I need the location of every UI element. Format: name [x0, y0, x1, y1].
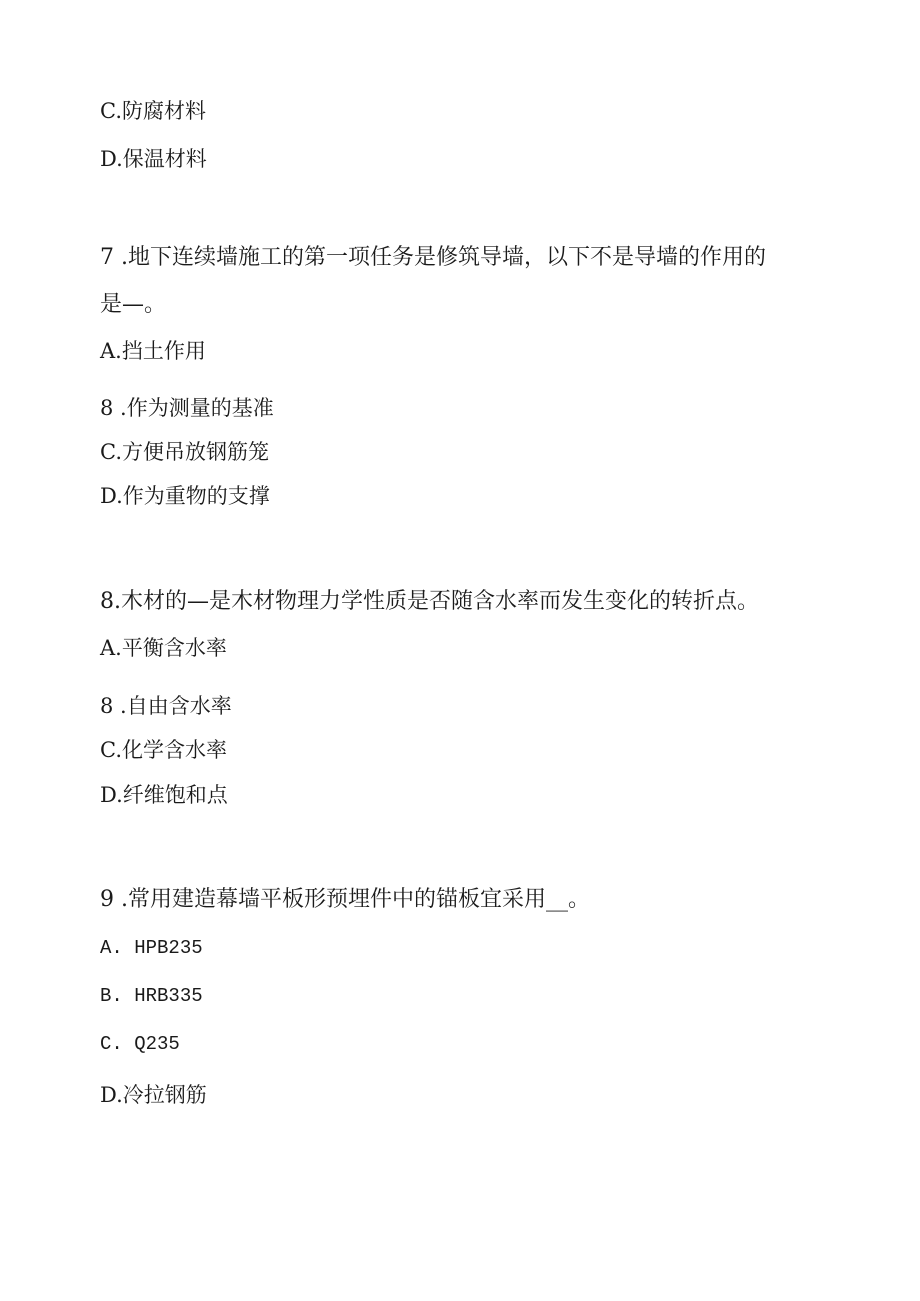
q9-option-a: A. HPB235 — [100, 937, 203, 959]
q6-option-c: C.防腐材料 — [100, 99, 206, 123]
q8-option-c: C.化学含水率 — [100, 738, 227, 762]
q7-option-d: D.作为重物的支撑 — [100, 484, 270, 508]
q7-option-a: A.挡土作用 — [100, 339, 206, 363]
q8-stem: 8.木材的—是木材物理力学性质是否随含水率而发生变化的转折点。 — [100, 589, 759, 614]
q7-stem-line2: 是—。 — [100, 292, 167, 317]
q8-option-a: A.平衡含水率 — [100, 636, 227, 660]
q9-option-d: D.冷拉钢筋 — [100, 1083, 207, 1107]
q6-option-d: D.保温材料 — [100, 147, 207, 171]
q8-option-d: D.纤维饱和点 — [100, 783, 228, 807]
q9-option-c: C. Q235 — [100, 1033, 180, 1055]
q8-option-b: 8 .自由含水率 — [100, 694, 232, 718]
q9-option-b: B. HRB335 — [100, 985, 203, 1007]
q7-option-c: C.方便吊放钢筋笼 — [100, 440, 269, 464]
q9-stem: 9 .常用建造幕墙平板形预埋件中的锚板宜采用__。 — [100, 887, 590, 912]
q7-option-b: 8 .作为测量的基准 — [100, 396, 274, 420]
q7-stem-line1: 7 .地下连续墙施工的第一项任务是修筑导墙，以下不是导墙的作用的 — [100, 245, 766, 270]
